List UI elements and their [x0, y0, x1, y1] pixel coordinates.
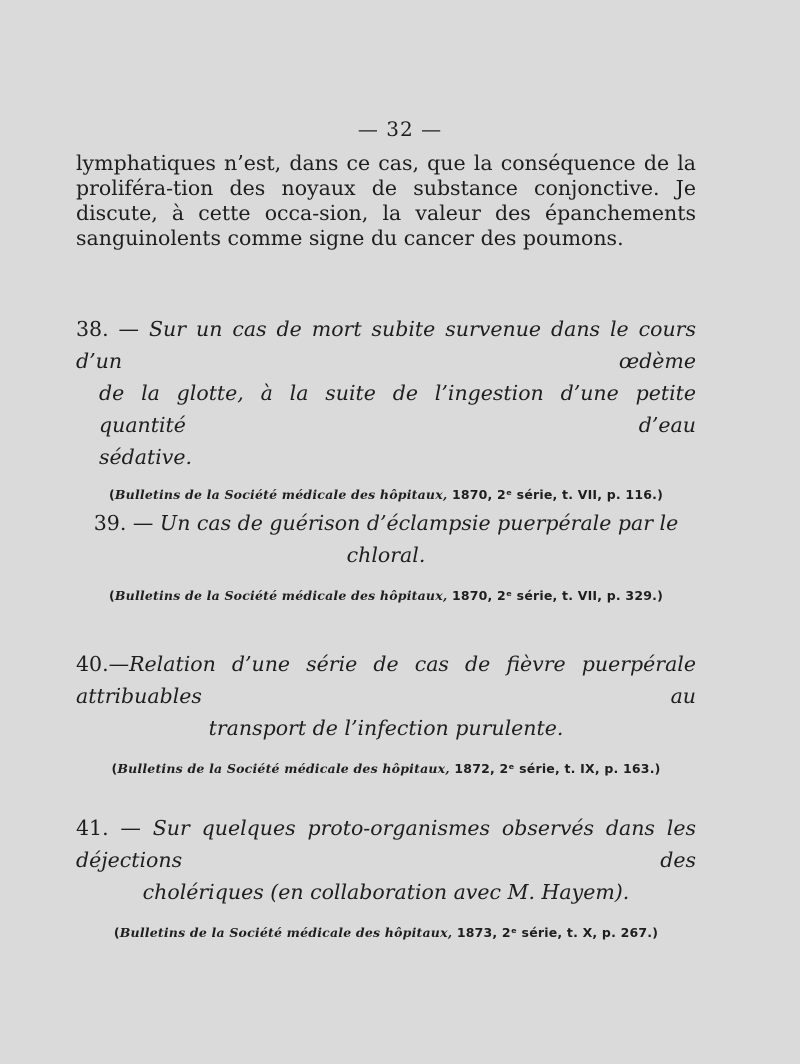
- page-number: — 32 —: [357, 117, 443, 141]
- entry-38-title-line1: [76, 313, 696, 377]
- entry-41-journal: Bulletins de la Société médicale des hôpitaux,: [119, 925, 453, 940]
- entry-41-title-text1: Sur quelques proto-organismes observés dans les déjections des: [76, 816, 696, 872]
- entry-40-journal: Bulletins de la Société médicale des hôpitaux,: [117, 761, 450, 776]
- entry-40-title-line1: [76, 648, 696, 712]
- entry-41-title-line1: [76, 812, 696, 876]
- entry-40-title-text1: Relation d’une série de cas de fièvre puerpérale attribuables au: [76, 652, 696, 708]
- entry-41-number: 41.: [76, 816, 109, 840]
- entry-40: [76, 648, 696, 776]
- entry-38: [76, 313, 696, 502]
- entry-38-journal: Bulletins de la Société médicale des hôpitaux,: [114, 487, 448, 502]
- entry-38-sep: —: [108, 317, 150, 341]
- entry-39-citation: (Bulletins de la Société médicale des hôpitaux, 1870, 2ᵉ série, t. VII, p. 329.): [108, 588, 663, 603]
- entry-38-title-text1: Sur un cas de mort subite survenue dans le cours d’un œdème: [76, 317, 696, 373]
- entry-39-cite-details: 1870, 2ᵉ série, t. VII, p. 329.): [447, 588, 663, 603]
- entry-39: [76, 507, 696, 603]
- entry-40-title-line2: transport de l’infection purulente.: [208, 716, 564, 740]
- entry-39-number: 39.: [93, 511, 127, 535]
- entry-41-citation: (Bulletins de la Société médicale des hôpitaux, 1873, 2ᵉ série, t. X, p. 267.): [113, 925, 659, 940]
- entry-40-cite-details: 1872, 2ᵉ série, t. IX, p. 163.): [449, 761, 661, 776]
- intro-text: lymphatiques n’est, dans ce cas, que la conséquence de la proliféra-tion des noyaux de substance conjonctive. Je discute, à cette occa-sion, la valeur des épanchements sanguinolents comme signe du cancer des poumons.: [76, 151, 696, 250]
- entry-40-number: 40.: [76, 652, 109, 676]
- entry-40-sep: —: [108, 652, 130, 676]
- entry-41-title-line2: cholériques (en collaboration avec M. Hayem).: [142, 880, 630, 904]
- entry-38-title-line2: de la glotte, à la suite de l’ingestion d’une petite quantité d’eau: [99, 381, 696, 437]
- entry-39-journal: Bulletins de la Société médicale des hôpitaux,: [114, 588, 448, 603]
- intro-paragraph: [76, 151, 696, 251]
- entry-40-citation: (Bulletins de la Société médicale des hôpitaux, 1872, 2ᵉ série, t. IX, p. 163.): [111, 761, 661, 776]
- entry-39-title-line1: [76, 507, 696, 571]
- entry-38-number: 38.: [76, 317, 109, 341]
- entry-38-title-line3: sédative.: [99, 445, 193, 469]
- entry-38-cite-details: 1870, 2ᵉ série, t. VII, p. 116.): [447, 487, 663, 502]
- entry-38-citation: (Bulletins de la Société médicale des hôpitaux, 1870, 2ᵉ série, t. VII, p. 116.): [108, 487, 663, 502]
- entry-41: [76, 812, 696, 940]
- entry-39-sep: —: [126, 511, 160, 535]
- entry-41-cite-details: 1873, 2ᵉ série, t. X, p. 267.): [452, 925, 659, 940]
- entry-41-sep: —: [108, 816, 153, 840]
- entry-39-title-text1: Un cas de guérison d’éclampsie puerpérale par le chloral.: [159, 511, 679, 567]
